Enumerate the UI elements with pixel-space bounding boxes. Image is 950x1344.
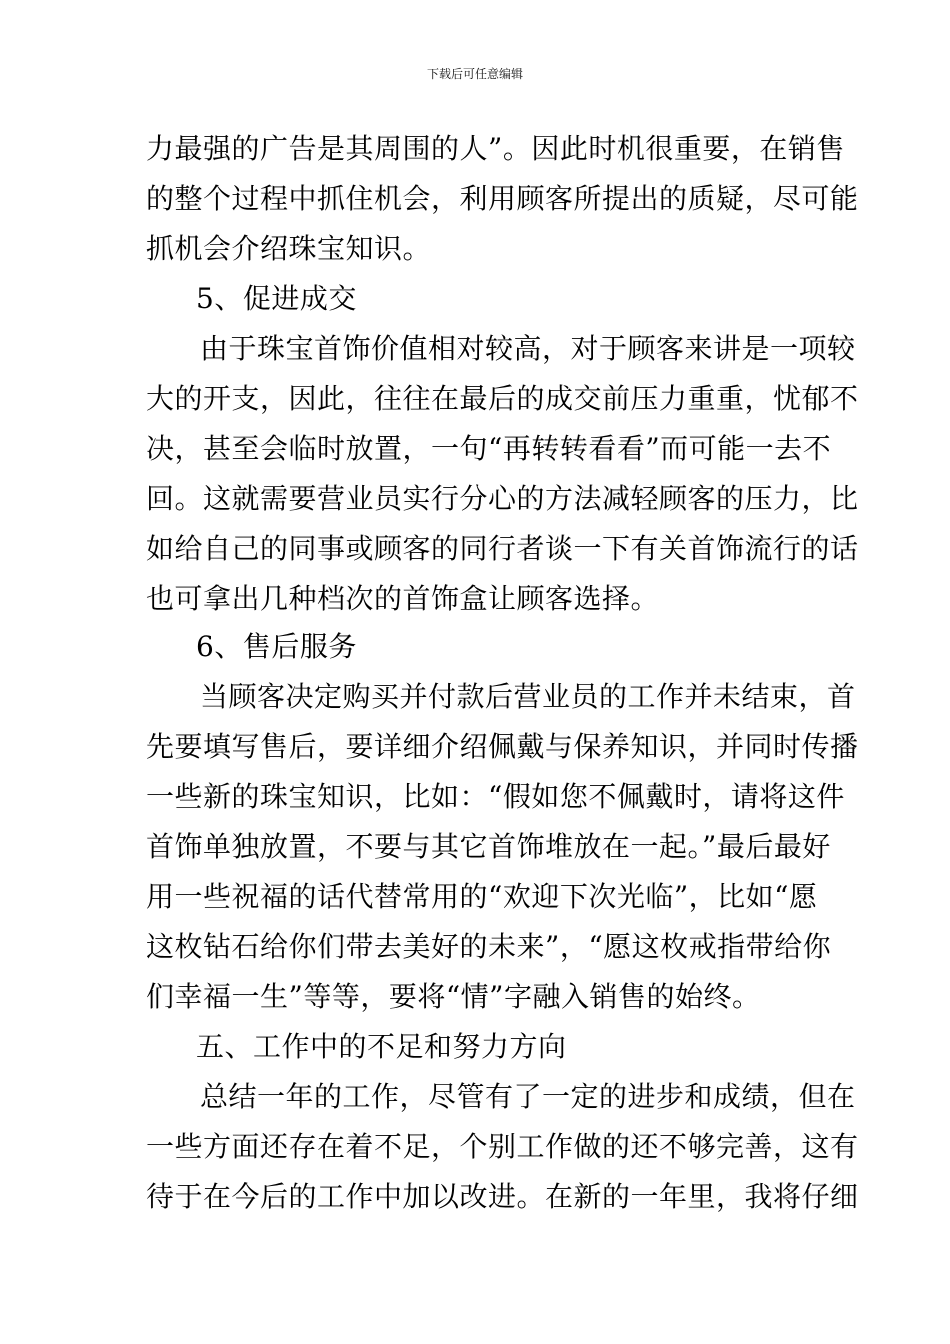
body-line: 也可拿出几种档次的首饰盒让顾客选择。 xyxy=(146,582,660,615)
body-line: 先要填写售后，要详细介绍佩戴与保养知识，并同时传播 xyxy=(146,730,859,763)
body-line: 当顾客决定购买并付款后营业员的工作并未结束，首 xyxy=(200,680,856,713)
body-line: 的整个过程中抓住机会，利用顾客所提出的质疑，尽可能 xyxy=(146,182,859,215)
body-line: 待于在今后的工作中加以改进。在新的一年里，我将仔细 xyxy=(146,1180,859,1213)
body-line: 决，甚至会临时放置，一句“再转转看看”而可能一去不 xyxy=(146,432,832,465)
body-line: 用一些祝福的话代替常用的“欢迎下次光临”，比如“愿 xyxy=(146,880,818,913)
body-line: 力最强的广告是其周围的人”。因此时机很重要，在销售 xyxy=(146,132,845,165)
body-line: 回。这就需要营业员实行分心的方法减轻顾客的压力，比 xyxy=(146,482,859,515)
page-header: 下载后可任意编辑 xyxy=(426,67,523,81)
body-line: 总结一年的工作，尽管有了一定的进步和成绩，但在 xyxy=(200,1080,856,1113)
body-line: 一些新的珠宝知识，比如：“假如您不佩戴时，请将这件 xyxy=(146,780,845,813)
body-line: 大的开支，因此，往往在最后的成交前压力重重，忧郁不 xyxy=(146,382,859,415)
section-heading: 6、售后服务 xyxy=(196,630,357,663)
section-heading: 五、工作中的不足和努力方向 xyxy=(196,1030,567,1063)
body-line: 这枚钻石给你们带去美好的未来”，“愿这枚戒指带给你 xyxy=(146,930,832,963)
body-line: 们幸福一生”等等，要将“情”字融入销售的始终。 xyxy=(146,980,761,1013)
body-line: 首饰单独放置，不要与其它首饰堆放在一起。”最后最好 xyxy=(146,830,831,863)
body-line: 如给自己的同事或顾客的同行者谈一下有关首饰流行的话 xyxy=(146,532,859,565)
body-line: 抓机会介绍珠宝知识。 xyxy=(146,232,432,265)
body-line: 一些方面还存在着不足，个别工作做的还不够完善，这有 xyxy=(146,1130,859,1163)
section-heading: 5、促进成交 xyxy=(196,282,357,315)
body-line: 由于珠宝首饰价值相对较高，对于顾客来讲是一项较 xyxy=(200,332,856,365)
